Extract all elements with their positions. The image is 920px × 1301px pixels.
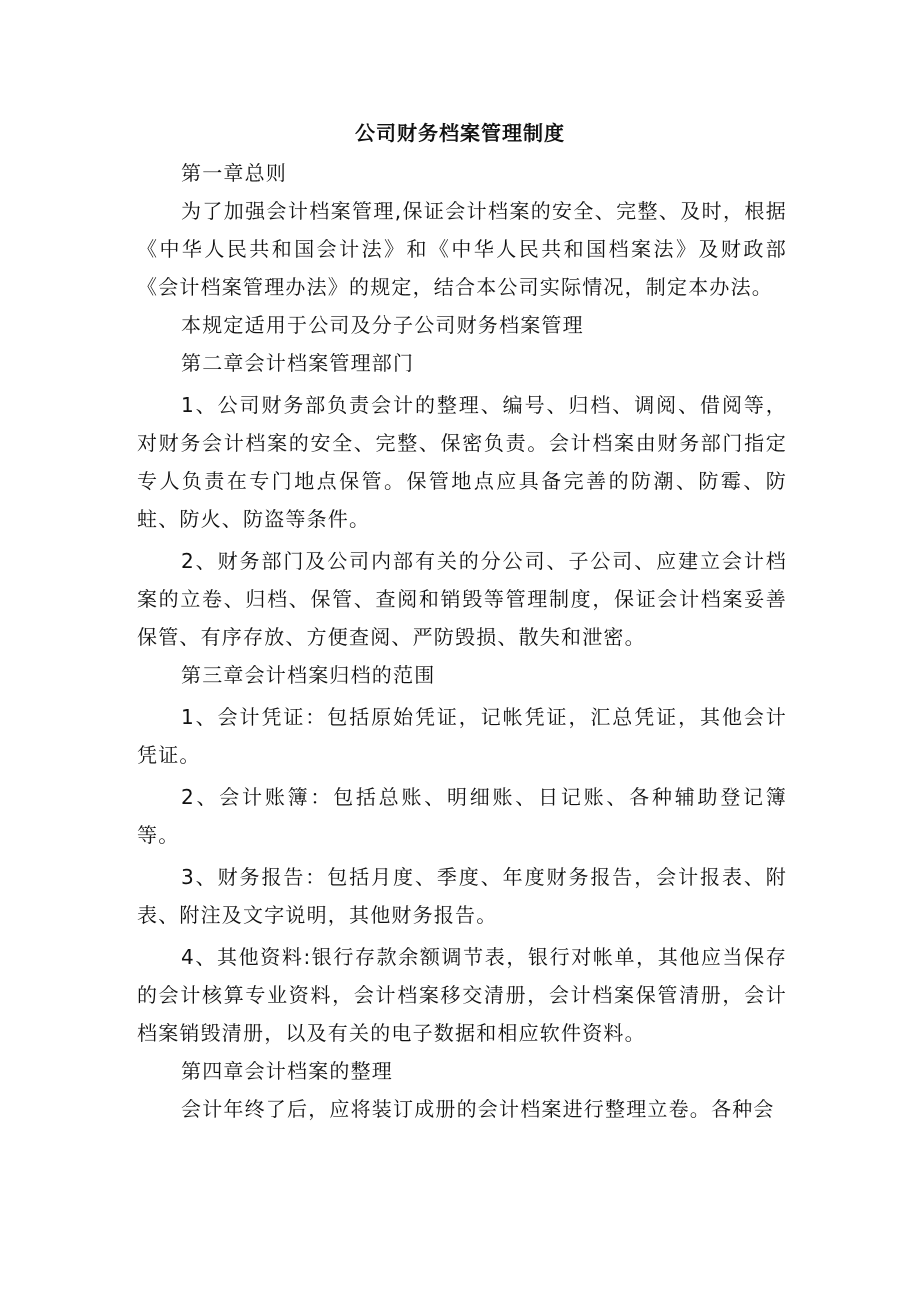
paragraph-scope-item-3: 3、财务报告：包括月度、季度、年度财务报告，会计报表、附表、附注及文字说明，其他财务报告。: [137, 865, 787, 927]
paragraph-department-2: 2、财务部门及公司内部有关的分公司、子公司、应建立会计档案的立卷、归档、保管、查阅和销毁等管理制度，保证会计档案妥善保管、有序存放、方便查阅、严防毁损、散失和泄密。: [137, 549, 787, 649]
paragraph-department-1: 1、公司财务部负责会计的整理、编号、归档、调阅、借阅等，对财务会计档案的安全、完整、保密负责。会计档案由财务部门指定专人负责在专门地点保管。保管地点应具备完善的防潮、防霉、防蛀、防火、防盗等条件。: [137, 393, 787, 531]
chapter-4-heading: 第四章会计档案的整理: [181, 1059, 393, 1083]
paragraph-scope: 本规定适用于公司及分子公司财务档案管理: [181, 313, 584, 337]
paragraph-purpose: 为了加强会计档案管理,保证会计档案的安全、完整、及时，根据《中华人民共和国会计法》和《中华人民共和国档案法》及财政部《会计档案管理办法》的规定，结合本公司实际情况，制定本办法。: [137, 199, 787, 299]
paragraph-scope-item-2: 2、会计账簿：包括总账、明细账、日记账、各种辅助登记簿等。: [137, 785, 787, 847]
paragraph-scope-item-1: 1、会计凭证：包括原始凭证，记帐凭证，汇总凭证，其他会计凭证。: [137, 705, 787, 767]
document-title: 公司财务档案管理制度: [355, 121, 565, 145]
chapter-2-heading: 第二章会计档案管理部门: [181, 351, 415, 375]
paragraph-scope-item-4: 4、其他资料:银行存款余额调节表，银行对帐单，其他应当保存的会计核算专业资料，会计档案移交清册，会计档案保管清册，会计档案销毁清册，以及有关的电子数据和相应软件资料。: [137, 945, 787, 1045]
paragraph-arrangement: 会计年终了后，应将装订成册的会计档案进行整理立卷。各种会: [181, 1097, 775, 1121]
chapter-1-heading: 第一章总则: [181, 161, 287, 185]
chapter-3-heading: 第三章会计档案归档的范围: [181, 663, 436, 687]
document-body: [137, 154, 787, 1128]
